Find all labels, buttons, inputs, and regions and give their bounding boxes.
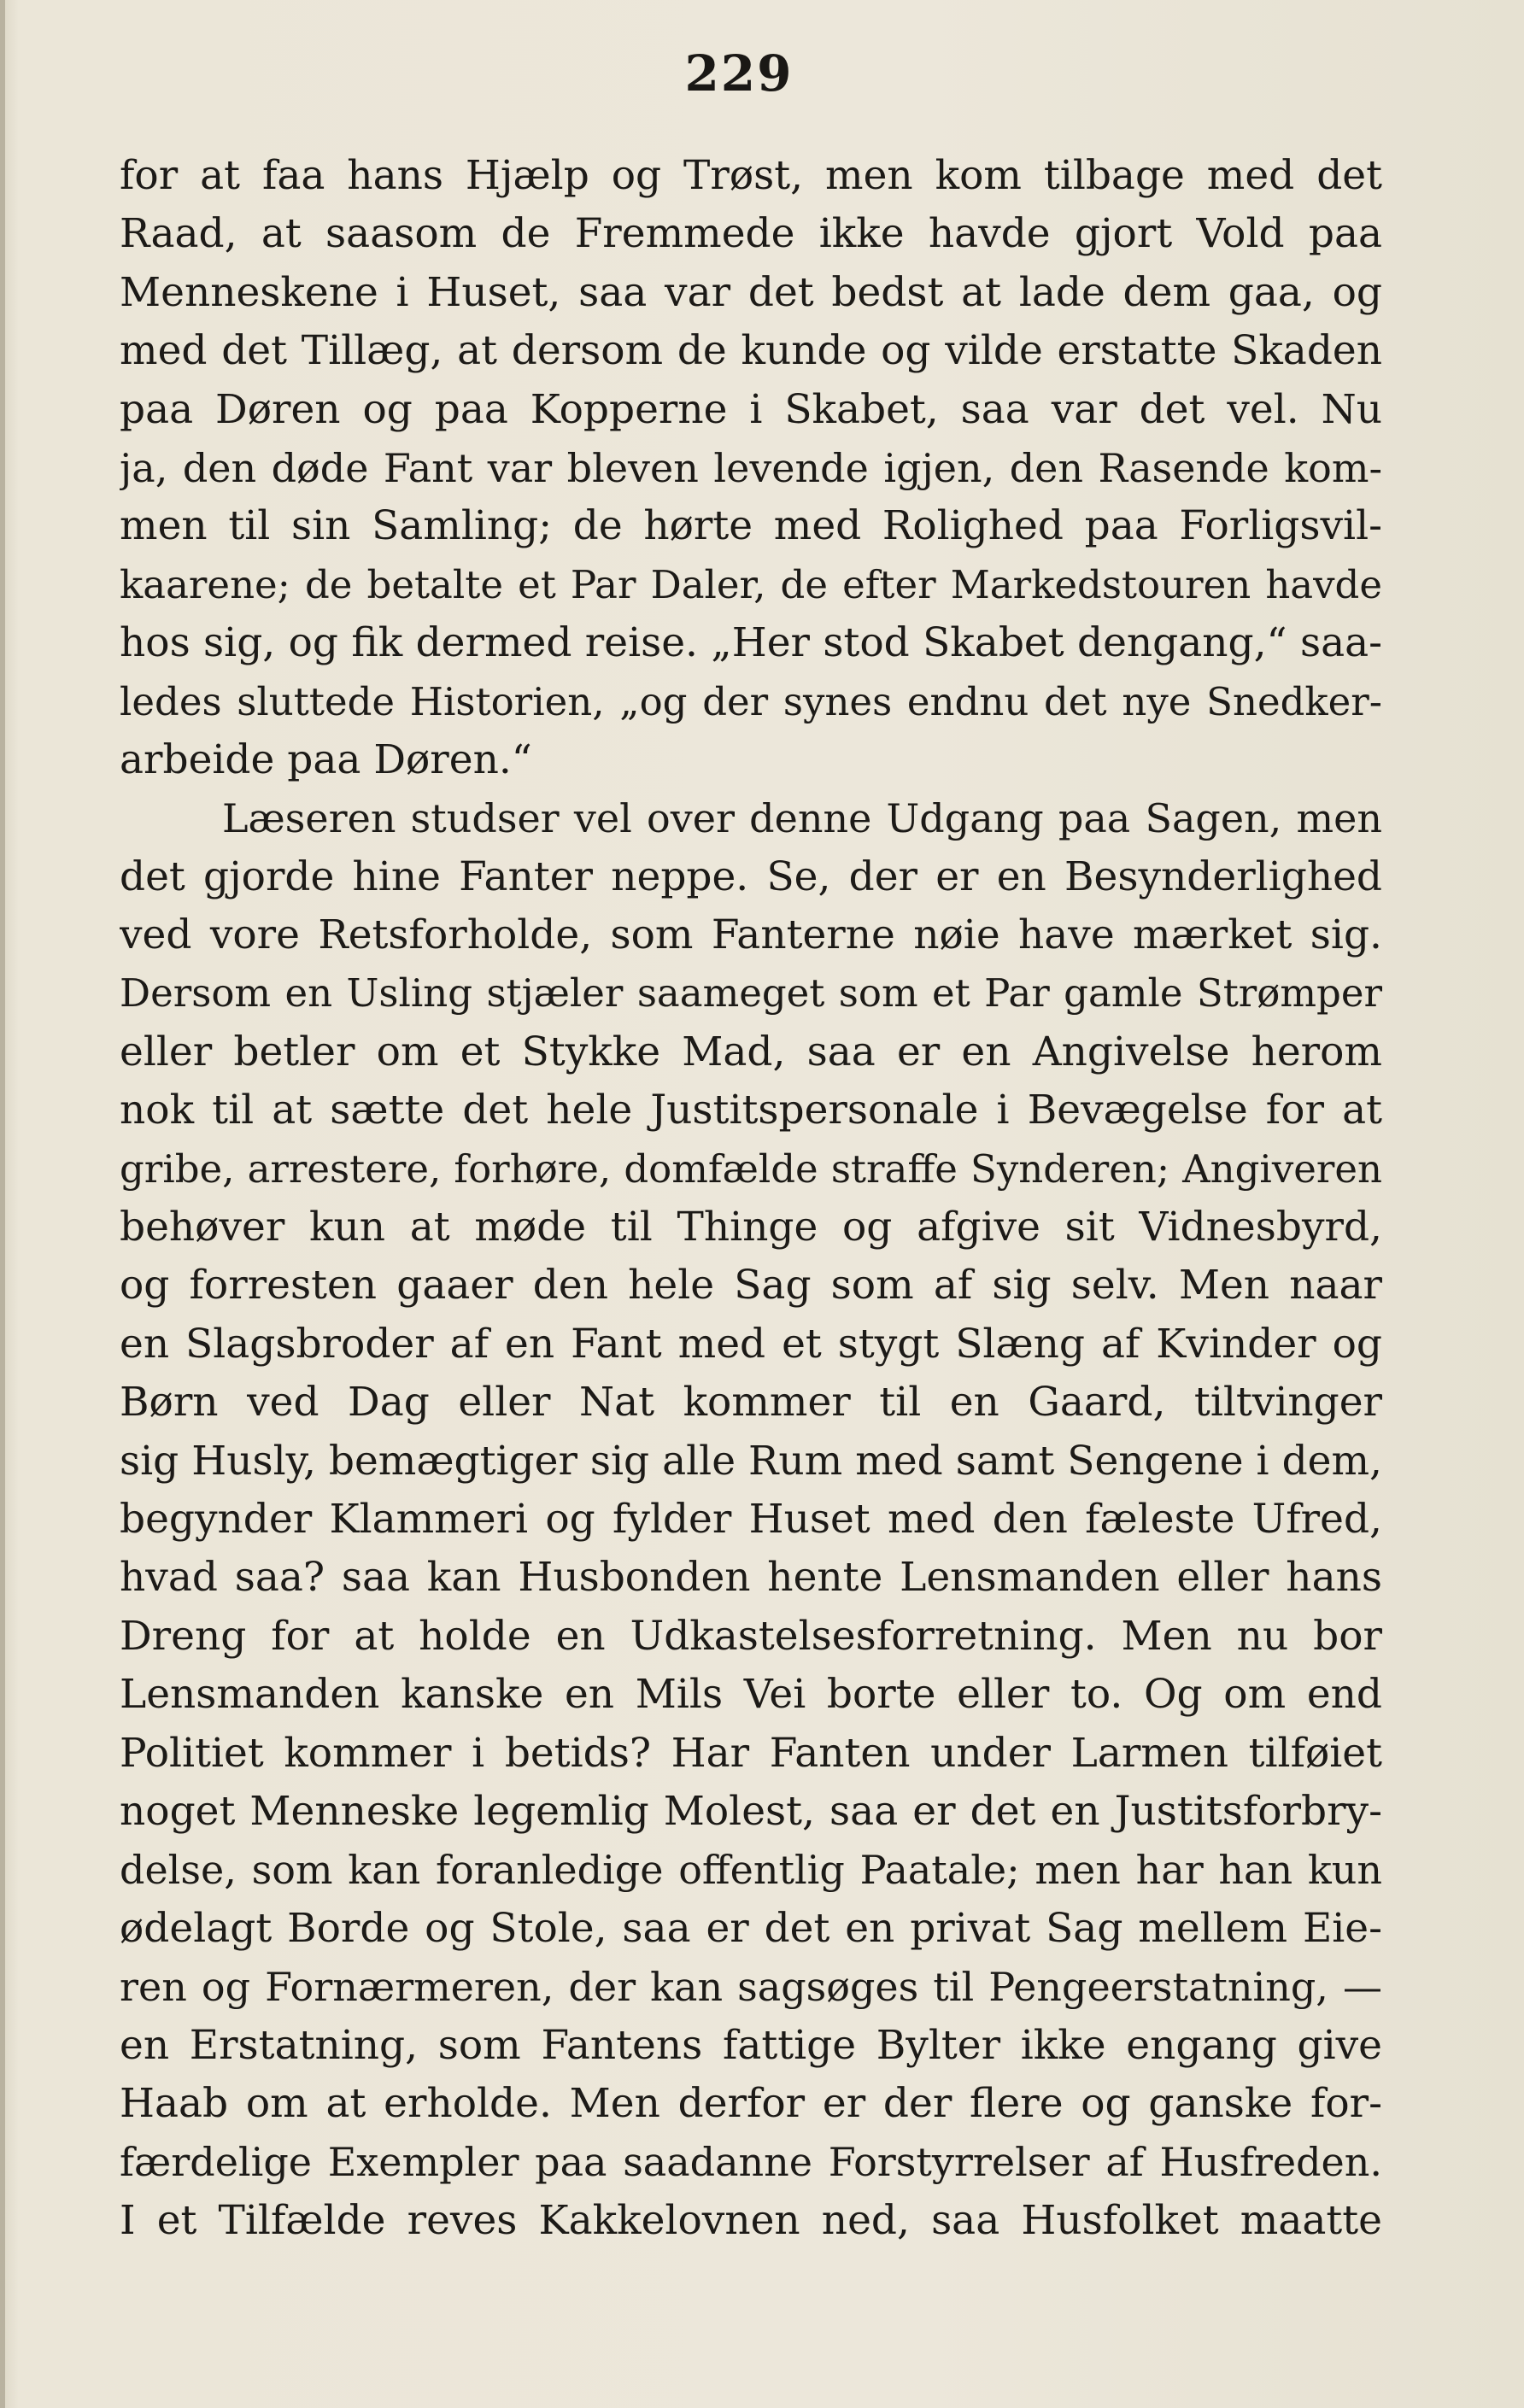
text-line: Raad, at saasom de Fremmede ikke havde gjort Vold paa <box>120 210 1382 258</box>
text-line: hos sig, og fik dermed reise. „Her stod Skabet dengang,“ saa- <box>120 619 1382 667</box>
text-line: kaarene; de betalte et Par Daler, de efter Markedstouren havde <box>120 561 1382 607</box>
text-line: Dersom en Usling stjæler saameget som et Par gamle Strømper <box>120 970 1382 1017</box>
text-line: begynder Klammeri og fylder Huset med den fæleste Ufred, <box>120 1495 1382 1543</box>
text-line: I et Tilfælde reves Kakkelovnen ned, saa Husfolket maatte <box>120 2196 1382 2244</box>
text-line: ledes sluttede Historien, „og der synes endnu det nye Snedker- <box>120 678 1382 724</box>
text-line: sig Husly, bemægtiger sig alle Rum med samt Sengene i dem, <box>120 1437 1382 1485</box>
text-line: paa Døren og paa Kopperne i Skabet, saa var det vel. Nu <box>120 385 1382 433</box>
text-line: hvad saa? saa kan Husbonden hente Lensmanden eller hans <box>120 1554 1382 1602</box>
text-line: færdelige Exempler paa saadanne Forstyrrelser af Husfreden. <box>120 2139 1382 2186</box>
text-line: Menneskene i Huset, saa var det bedst at lade dem gaa, og <box>120 268 1382 316</box>
text-line: Dreng for at holde en Udkastelsesforretning. Men nu bor <box>120 1612 1382 1660</box>
text-line: en Erstatning, som Fantens fattige Bylter ikke engang give <box>120 2021 1382 2069</box>
text-line: for at faa hans Hjælp og Trøst, men kom tilbage med det <box>120 152 1382 199</box>
text-line: ren og Fornærmeren, der kan sagsøges til Pengeerstatning, — <box>120 1964 1382 2011</box>
page-number: 229 <box>684 44 794 103</box>
text-line: delse, som kan foranledige offentlig Paatale; men har han kun <box>120 1847 1382 1894</box>
text-line: Børn ved Dag eller Nat kommer til en Gaard, tiltvinger <box>120 1379 1382 1427</box>
text-line: noget Menneske legemlig Molest, saa er det en Justitsforbry- <box>120 1787 1382 1835</box>
text-line: eller betler om et Stykke Mad, saa er en Angivelse herom <box>120 1028 1382 1075</box>
text-line: med det Tillæg, at dersom de kunde og vilde erstatte Skaden <box>120 327 1382 375</box>
text-line: det gjorde hine Fanter neppe. Se, der er en Besynderlighed <box>120 852 1382 900</box>
text-line: og forresten gaaer den hele Sag som af sig selv. Men naar <box>120 1262 1382 1309</box>
text-line: ved vore Retsforholde, som Fanterne nøie have mærket sig. <box>120 911 1382 959</box>
text-line: nok til at sætte det hele Justitspersonale i Bevægelse for at <box>120 1087 1382 1134</box>
body-text <box>120 147 1382 2250</box>
binding-edge <box>0 0 5 2408</box>
text-line: men til sin Samling; de hørte med Rolighed paa Forligsvil- <box>120 502 1382 550</box>
text-line: arbeide paa Døren.“ <box>120 735 532 783</box>
text-line: en Slagsbroder af en Fant med et stygt Slæng af Kvinder og <box>120 1320 1382 1368</box>
text-line: gribe, arrestere, forhøre, domfælde straffe Synderen; Angiveren <box>120 1145 1382 1192</box>
text-line: Haab om at erholde. Men derfor er der flere og ganske for- <box>120 2079 1382 2127</box>
text-line: ødelagt Borde og Stole, saa er det en privat Sag mellem Eie- <box>120 1904 1382 1952</box>
text-line: Læseren studser vel over denne Udgang paa Sagen, men <box>222 795 1382 842</box>
text-line: Politiet kommer i betids? Har Fanten under Larmen tilføiet <box>120 1729 1382 1777</box>
text-line: behøver kun at møde til Thinge og afgive sit Vidnesbyrd, <box>120 1204 1382 1251</box>
text-line: ja, den døde Fant var bleven levende igjen, den Rasende kom- <box>120 444 1382 491</box>
text-line: Lensmanden kanske en Mils Vei borte eller to. Og om end <box>120 1671 1382 1719</box>
